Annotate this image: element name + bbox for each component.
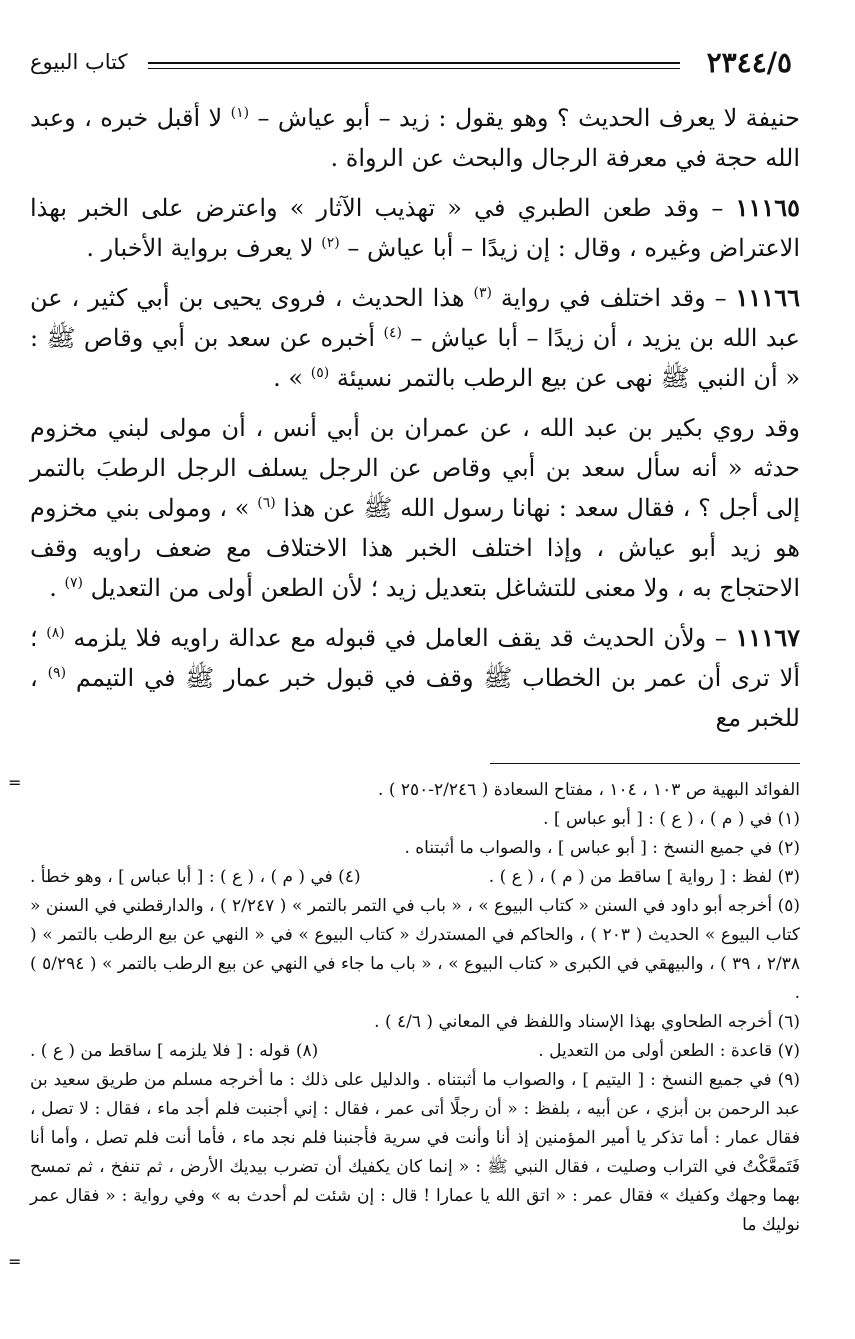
footnote-7: (٧) قاعدة : الطعن أولى من التعديل . (538, 1041, 800, 1061)
paragraph: وقد روي بكير بن عبد الله ، عن عمران بن أبي أنس ، أن مولى لبني مخزوم حدثه « أنه سأل سعد بن أبي وقاص عن الرجل يسلف الرجل الرطبَ بالتمر إلى أجل ؟ ، فقال سعد : نهانا رسول الله ﷺ عن هذا $^{(٦)}$ » ، ومولى بني مخزوم هو زيد أبو عياش ، وإذا اختلف الخبر هذا الاختلاف مع ضعف راويه وقف الاحتجاج به ، ولا معنى للتشاغل بتعديل زيد ؛ لأن الطعن أولى من التعديل $^{(٧)}$ . (30, 414, 800, 602)
book-page (8, 28, 800, 1318)
footnotes (30, 776, 800, 1240)
paragraph: ١١١٦٦ – وقد اختلف في رواية $^{(٣)}$ هذا الحديث ، فروى يحيى بن أبي كثير ، عن عبد الله بن يزيد ، أن زيدًا – أبا عياش – $^{(٤)}$ أخبره عن سعد بن أبي وقاص ﷺ : « أن النبي ﷺ نهى عن بيع الرطب بالتمر نسيئة $^{(٥)}$ » . (30, 283, 800, 392)
footnote-5: (٥) أخرجه أبو داود في السنن « كتاب البيوع » ، « باب في التمر بالتمر » ( ٢/٢٤٧ ) ، والدارقطني في السنن « كتاب البيوع » الحديث ( ٢٠٣ ) ، والحاكم في المستدرك « كتاب البيوع » في « النهي عن بيع الرطب بالتمر » ( ٢/٣٨ ، ٣٩ ) ، والبيهقي في الكبرى « كتاب البيوع » ، « باب ما جاء في النهي عن بيع الرطب بالتمر » ( ٥/٢٩٤ ) . (30, 896, 800, 1003)
footnote-ref: (٦) (257, 495, 276, 511)
footnote-6: (٦) أخرجه الطحاوي بهذا الإسناد واللفظ في المعاني ( ٤/٦ ) . (374, 1012, 800, 1032)
footnote-ref: (٣) (473, 285, 492, 301)
footnote-ref: (٨) (46, 625, 65, 641)
paragraph-number: ١١١٦٥ (735, 193, 800, 222)
paragraph: ١١١٦٧ – ولأن الحديث قد يقف العامل في قبوله مع عدالة راويه فلا يلزمه $^{(٨)}$ ؛ ألا ترى أن عمر بن الخطاب ﷺ وقف في قبول خبر عمار ﷺ في التيمم $^{(٩)}$ ، للخبر مع (30, 623, 800, 732)
continuation-mark: = (8, 773, 22, 792)
header-rule (148, 62, 680, 69)
footnote-row (30, 863, 800, 892)
footnote-ref: (٧) (64, 575, 84, 591)
footnote-4: (٤) في ( م ) ، ( ع ) : [ أبا عباس ] ، وهو خطأ . (30, 867, 361, 887)
footnote-1: (١) في ( م ) ، ( ع ) : [ أبو عباس ] . (543, 809, 800, 829)
page-number: ٢٣٤٤/٥ (706, 46, 792, 79)
footnote-row (30, 1037, 800, 1066)
footnote-ref: (١) (230, 105, 250, 121)
page-header (30, 46, 800, 86)
main-text (30, 98, 800, 748)
paragraph-number: ١١١٦٦ (735, 283, 800, 312)
footnote-ref: (٢) (321, 235, 340, 251)
footnote-9: (٩) في جميع النسخ : [ اليتيم ] ، والصواب ما أثبتناه . والدليل على ذلك : ما أخرجه مسلم من طريق سعيد بن عبد الرحمن بن أبزي ، عن أبيه ، بلفظ : « أن رجلًا أتى عمر ، فقال : إني أجنبت فلم أجد ماء ، فقال : لا تصل ، فقال عمار : أما تذكر يا أمير المؤمنين إذ أنا وأنت في سرية فأجنبنا فلم نجد ماء ، فأما أنت فلم تصل ، وأما أنا فَتَمعَّكْتُ في التراب وصليت ، فقال النبي ﷺ : « إنما كان يكفيك أن تضرب بيديك الأرض ، ثم تنفخ ، ثم تمسح بهما وجهك وكفيك » فقال عمر : « اتق الله يا عمارا ! قال : إن شئت لم أحدث به » وفي رواية : « فقال عمر نوليك ما (30, 1070, 800, 1235)
continuation-mark: = (8, 1252, 22, 1271)
footnote-ref: (٤) (383, 325, 402, 341)
footnote-separator (490, 763, 800, 764)
footnote-ref: (٥) (310, 365, 330, 381)
paragraph-number: ١١١٦٧ (735, 623, 800, 652)
footnote-continuation: الفوائد البهية ص ١٠٣ ، ١٠٤ ، مفتاح السعادة ( ٢/٢٤٦-٢٥٠ ) . (378, 780, 800, 800)
paragraph: حنيفة لا يعرف الحديث ؟ وهو يقول : زيد – أبو عياش – $^{(١)}$ لا أقبل خبره ، وعبد الله حجة في معرفة الرجال والبحث عن الرواة . (30, 104, 800, 172)
footnote-ref: (٩) (47, 665, 67, 681)
footnote-2: (٢) في جميع النسخ : [ أبو عباس ] ، والصواب ما أثبتناه . (404, 838, 800, 858)
footnote-3: (٣) لفظ : [ رواية ] ساقط من ( م ) ، ( ع ) . (488, 867, 800, 887)
paragraph: ١١١٦٥ – وقد طعن الطبري في « تهذيب الآثار » واعترض على الخبر بهذا الاعتراض وغيره ، وقال : إن زيدًا – أبا عياش – $^{(٢)}$ لا يعرف برواية الأخبار . (30, 193, 800, 262)
book-title: كتاب البيوع (30, 50, 128, 74)
footnote-8: (٨) قوله : [ فلا يلزمه ] ساقط من ( ع ) . (30, 1041, 319, 1061)
